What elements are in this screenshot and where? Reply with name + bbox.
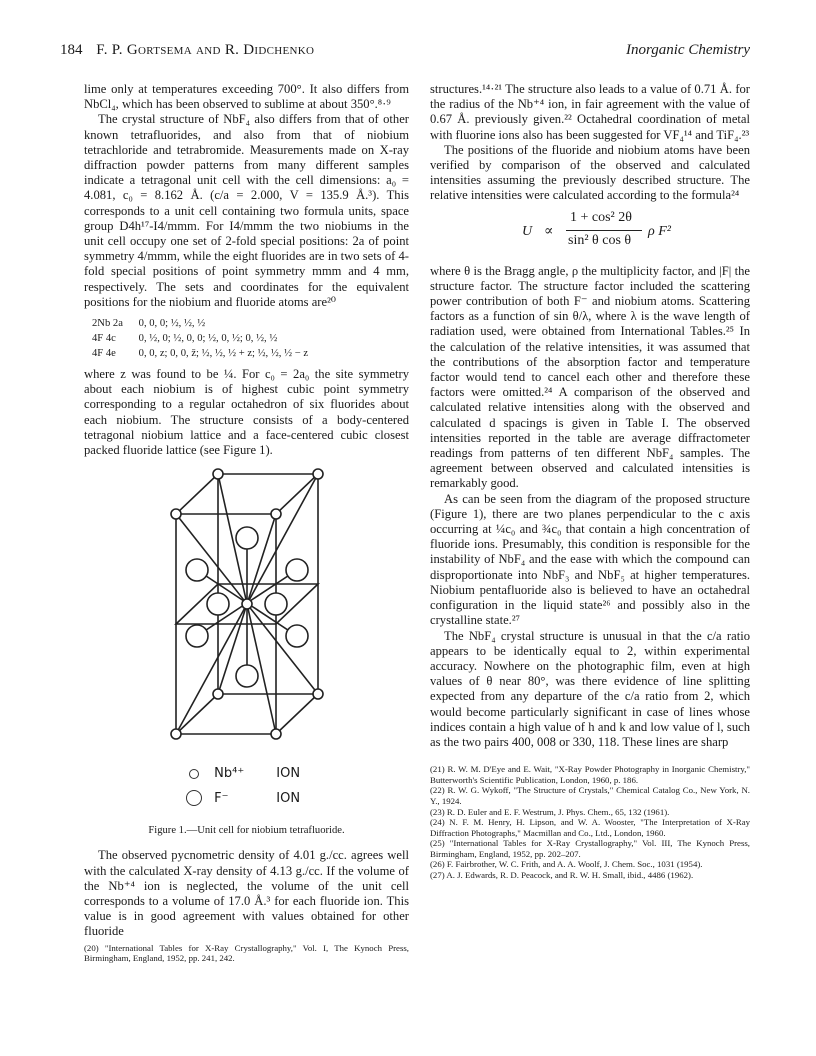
- reference: (23) R. D. Euler and E. F. Westrum, J. Phys. Chem., 65, 132 (1961).: [430, 806, 670, 817]
- references: [430, 764, 750, 881]
- left-column: [84, 82, 409, 964]
- reference: (24) N. F. M. Henry, H. Lipson, and W. A. Wooster, "The Interpretation of X-Ray Diffraction Photographs," Macmillan and Co., Ltd., London, 1960.: [430, 817, 750, 838]
- running-head-left: [60, 42, 314, 59]
- fluoride-symbol-icon: [186, 790, 202, 806]
- fluoride-atom: [286, 559, 308, 581]
- position-label: 4F 4e: [92, 348, 116, 360]
- unit-cell-diagram: [84, 466, 409, 766]
- author-names: F. P. Gortsema and R. Didchenko: [96, 42, 315, 58]
- position-row: [92, 316, 409, 331]
- reference: (25) "International Tables for X-Ray Crystallography," Vol. III, The Kynoch Press, Birmingham, England, 1952, pp. 202–207.: [430, 838, 750, 859]
- paragraph: The observed pycnometric density of 4.01 g./cc. agrees well with the calculated X-ray density of 4.13 g./cc. If the volume of the Nb⁺⁴ ion is neglected, the volume of the unit cell corresponds to a volume of 17.0 Å.³ for each fluoride ion. This value is in good agreement with values obtained for other fluoride: [84, 848, 409, 939]
- legend-label: Nb⁴⁺: [214, 766, 245, 782]
- niobium-atom: [271, 509, 281, 519]
- legend-fluoride: [186, 790, 300, 806]
- position-row: [92, 331, 409, 346]
- journal-name: Inorganic Chemistry: [625, 42, 750, 58]
- position-coords: 0, ½, 0; ½, 0, 0; ½, 0, ½; 0, ½, ½: [138, 333, 278, 345]
- paragraph: The NbF₄ crystal structure is unusual in that the c/a ratio appears to be identically equal to 2, within experimental accuracy. Nowhere on the photographic film, even at high values of θ near 80°, was there evidence of line splitting expected from any departure of the c/a ratio from 2, which would become particularly significant in case of lines whose indices contain a high value of h and k and low value of l, such as the two pairs 400, 008 or 330, 118. These lines are sharp: [430, 628, 750, 749]
- formula-lhs: U: [522, 223, 533, 239]
- paragraph: As can be seen from the diagram of the proposed structure (Figure 1), there are two planes perpendicular to the c axis occurring at ¼c₀ and ¾c₀ that contain a high concentration of fluoride ions. Presumably, this condition is responsible for the instability of NbF₄ and the ease with which the compound can disproportionate into NbF₃ and NbF₅ at higher temperatures. Niobium pentafluoride also is believed to have an octahedral configuration in the liquid state²⁶ and possibly also in the crystalline state.²⁷: [430, 491, 750, 628]
- legend-niobium: [186, 766, 300, 781]
- formula-numerator: 1 + cos² 2θ: [570, 209, 632, 225]
- niobium-atom: [313, 469, 323, 479]
- position-coords: 0, 0, z; 0, 0, z̄; ½, ½, ½ + z; ½, ½, ½ − z: [138, 348, 309, 360]
- formula-denominator: sin² θ cos θ: [568, 232, 632, 248]
- fluoride-atom: [265, 593, 287, 615]
- niobium-atoms: [171, 469, 323, 739]
- fluoride-atom: [236, 527, 258, 549]
- reference: (20) "International Tables for X-Ray Crystallography," Vol. I, The Kynoch Press, Birmingham, England, 1952, pp. 241, 242.: [84, 942, 409, 964]
- niobium-atom: [171, 509, 181, 519]
- niobium-atom: [213, 689, 223, 699]
- niobium-atom: [271, 729, 281, 739]
- page-header: [60, 42, 750, 62]
- fluoride-atom: [286, 625, 308, 647]
- niobium-atom: [242, 599, 252, 609]
- figure-unit-cell: [84, 466, 409, 821]
- position-label: 2Nb 2a: [92, 318, 123, 330]
- formula-proportional: ∝: [544, 223, 554, 239]
- reference: (27) A. J. Edwards, R. D. Peacock, and R. W. H. Small, ibid., 4486 (1962).: [430, 870, 694, 881]
- reference: (22) R. W. G. Wykoff, "The Structure of Crystals," Chemical Catalog Co., New York, N. Y., 1924.: [430, 785, 750, 806]
- niobium-atom: [313, 689, 323, 699]
- fluoride-atom: [186, 559, 208, 581]
- paragraph: where θ is the Bragg angle, ρ the multiplicity factor, and |F| the structure factor. The structure factor included the scattering power contribution of both F⁻ and niobium atoms. Scattering factors as a function of sin θ/λ, where λ is the wave length of radiation used, were obtained from International Tables.²⁵ In the calculation of the relative intensities, it was assumed that the contributions of the absorption factor and temperature factor would tend to cancel each other and therefore these factors were omitted.²⁴ A comparison of the observed and calculated relative intensities along with the observed and calculated d spacings is given in Table I. The observed intensities reported in the table are average diffractometer readings from patterns of ten different NbF₄ samples. The agreement between observed and calculated intensities is remarkably good.: [430, 263, 750, 491]
- formula-rhs: ρ F²: [648, 223, 671, 239]
- right-column: [430, 82, 750, 881]
- fluoride-atom: [186, 625, 208, 647]
- paragraph: structures.¹⁴·²¹ The structure also leads to a value of 0.71 Å. for the radius of the Nb⁺⁴ ion, in fair agreement with the value of 0.67 Å. previously given.²² Octahedral coordination of metal with fluorine ions also has been suggested for VF₄¹⁴ and TiF₄.²³: [430, 82, 750, 142]
- legend-ion: ION: [276, 790, 301, 806]
- position-coords: 0, 0, 0; ½, ½, ½: [138, 318, 206, 330]
- fraction-bar: [566, 230, 642, 231]
- niobium-symbol-icon: [189, 769, 199, 779]
- position-row: [92, 346, 409, 361]
- reference: (21) R. W. M. D'Eye and E. Wait, "X-Ray Powder Photography in Inorganic Chemistry," Butterworth's Scientific Publication, London, 1960, p. 186.: [430, 764, 750, 785]
- position-label: 4F 4c: [92, 333, 116, 345]
- paragraph: lime only at temperatures exceeding 700°. It also differs from NbCl₄, which has been observed to sublime at about 350°.⁸·⁹: [84, 82, 409, 112]
- niobium-atom: [171, 729, 181, 739]
- figure-caption: Figure 1.—Unit cell for niobium tetrafluoride.: [148, 825, 345, 837]
- fluoride-atom: [207, 593, 229, 615]
- page-number: 184: [60, 42, 83, 58]
- fluoride-atom: [236, 665, 258, 687]
- paragraph: where z was found to be ¼. For c₀ = 2a₀ the site symmetry about each niobium is of highest cubic point symmetry corresponding to a regular octahedron of six fluorides about each niobium. The structure consists of a body-centered tetragonal niobium lattice and a face-centered cubic closest packed fluoride lattice (see Figure 1).: [84, 367, 409, 458]
- legend-ion: ION: [276, 766, 301, 782]
- equivalent-positions-list: [92, 316, 409, 361]
- legend-label: F⁻: [214, 790, 229, 806]
- reference: (26) F. Fairbrother, W. C. Frith, and A. A. Woolf, J. Chem. Soc., 1031 (1954).: [430, 859, 703, 870]
- intensity-formula: [430, 210, 750, 256]
- paragraph: The crystal structure of NbF₄ also differs from that of other known tetrafluorides, and also from that of niobium tetrachloride and tetrabromide. Measurements made on X-ray diffraction powder patterns from many different samples indicate a tetragonal unit cell with the cell dimensions: a₀ = 4.081, c₀ = 8.162 Å. (c/a = 2.000, V = 135.9 Å.³). This corresponds to a unit cell containing two formula units, space group D4h¹⁷-I4/mmm. For I4/mmm the two niobiums in the unit cell occupy one set of 2-fold special positions: 2a of point symmetry 4/mmm, while the eight fluorides are in two sets of 4-fold special positions of point symmetry mmm and 4 mm, respectively. The sets and coordinates for the equivalent positions for the niobium and fluoride atoms are²⁰: [84, 112, 409, 309]
- niobium-atom: [213, 469, 223, 479]
- paragraph: The positions of the fluoride and niobium atoms have been verified by comparison of the observed and calculated intensities assuming the previously described structure. The relative intensities were calculated according to the formula²⁴: [430, 142, 750, 203]
